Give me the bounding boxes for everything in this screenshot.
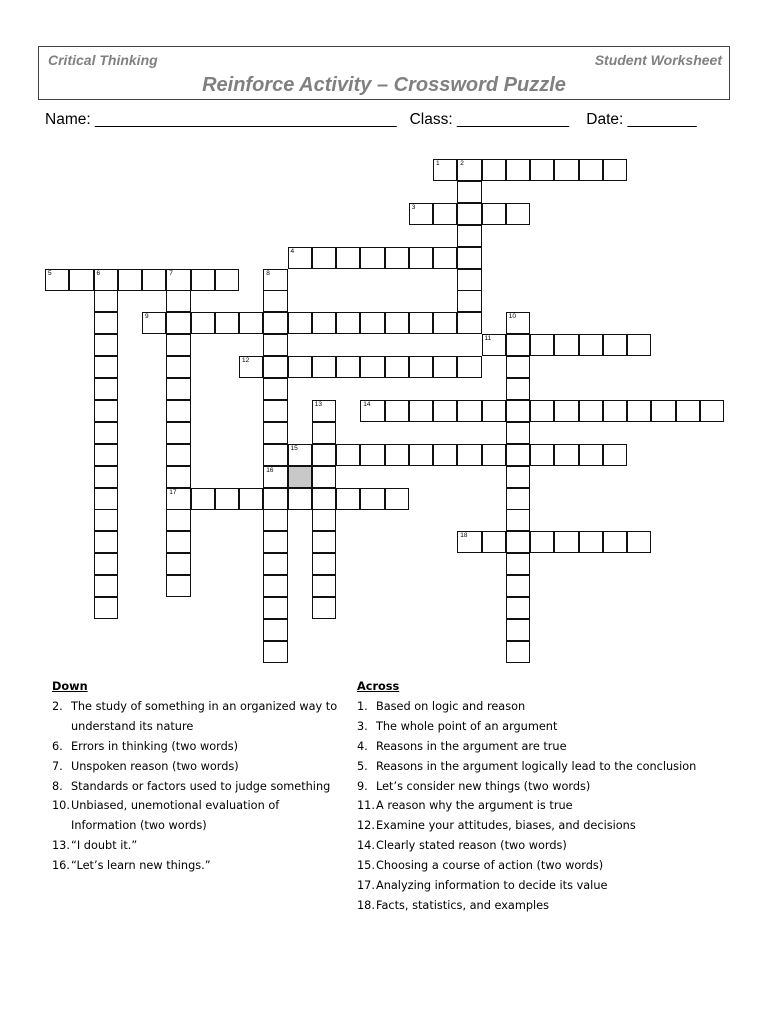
clue-item [357,856,727,876]
grid-cell[interactable] [627,334,651,356]
grid-cell[interactable] [312,247,336,269]
grid-cell[interactable] [166,488,190,510]
grid-cell[interactable] [263,378,287,400]
grid-cell[interactable] [191,488,215,510]
grid-cell[interactable] [94,356,118,378]
grid-cell[interactable] [506,312,530,334]
grid-cell[interactable] [312,575,336,597]
clue-number-label: 18. [357,898,375,912]
grid-cell[interactable] [409,400,433,422]
grid-cell[interactable] [360,444,384,466]
grid-cell[interactable] [263,553,287,575]
grid-cell[interactable] [482,444,506,466]
clue-item [52,856,342,876]
grid-cell[interactable] [457,225,481,247]
grid-cell[interactable] [263,509,287,531]
grid-cell[interactable] [506,575,530,597]
grid-cell[interactable] [409,247,433,269]
grid-cell[interactable] [94,597,118,619]
grid-cell[interactable] [94,444,118,466]
grid-cell[interactable] [166,269,190,291]
grid-cell[interactable] [94,312,118,334]
clue-item [357,737,727,757]
grid-cell[interactable] [385,400,409,422]
grid-cell[interactable] [263,619,287,641]
clue-number-label: 17. [357,879,375,893]
grid-cell[interactable] [263,312,287,334]
clue-number-label: 5. [357,759,368,773]
grid-cell[interactable] [166,531,190,553]
grid-cell[interactable] [651,400,675,422]
grid-cell[interactable] [433,400,457,422]
grid-cell[interactable] [506,509,530,531]
grid-cell[interactable] [506,159,530,181]
grid-cell[interactable] [263,334,287,356]
grid-cell[interactable] [627,400,651,422]
grid-cell[interactable] [288,247,312,269]
clue-item [357,796,727,816]
grid-cell[interactable] [263,466,287,488]
grid-cell[interactable] [457,159,481,181]
grid-cell[interactable] [457,269,481,291]
clue-number: 16 [266,466,274,474]
grid-cell[interactable] [506,356,530,378]
grid-cell[interactable] [627,531,651,553]
grid-cell[interactable] [263,531,287,553]
grid-cell[interactable] [385,488,409,510]
clue-number-label: 11. [357,799,375,813]
clue-number: 7 [169,269,173,277]
grid-cell[interactable] [191,312,215,334]
clue-item [52,796,342,836]
grid-cell[interactable] [312,312,336,334]
grid-cell[interactable] [506,378,530,400]
grid-cell[interactable] [457,312,481,334]
clue-text: Examine your attitudes, biases, and decisions [376,819,636,833]
grid-cell[interactable] [579,334,603,356]
grid-cell[interactable] [336,488,360,510]
clue-number-label: 1. [357,699,368,713]
grid-cell[interactable] [506,334,530,356]
grid-cell[interactable] [482,203,506,225]
grid-cell[interactable] [433,247,457,269]
clue-number: 2 [460,160,464,167]
grid-cell[interactable] [45,269,69,291]
grid-cell[interactable] [530,444,554,466]
grid-cell[interactable] [239,312,263,334]
grid-cell[interactable] [506,641,530,663]
clue-number: 15 [290,444,298,452]
grid-cell[interactable] [239,488,263,510]
grid-cell[interactable] [554,444,578,466]
grid-cell[interactable] [312,531,336,553]
clue-item [52,697,342,737]
clue-number-label: 7. [52,759,63,773]
clue-number: 5 [48,269,52,277]
clue-number: 12 [242,357,250,365]
grid-cell[interactable] [94,269,118,291]
clue-text: “Let’s learn new things.” [71,859,211,873]
clue-number-label: 15. [357,859,375,873]
grid-cell[interactable] [482,334,506,356]
grid-cell[interactable] [312,356,336,378]
clue-text: Reasons in the argument logically lead to the conclusion [376,759,697,773]
clue-item [357,717,727,737]
clue-number: 17 [169,488,177,496]
grid-cell[interactable] [94,290,118,312]
clue-number-label: 13. [52,839,70,853]
grid-cell[interactable] [603,334,627,356]
grid-cell[interactable] [166,400,190,422]
clue-text: Based on logic and reason [376,699,526,713]
grid-cell[interactable] [312,488,336,510]
grid-cell[interactable] [409,444,433,466]
grid-cell[interactable] [263,422,287,444]
grid-cell[interactable] [385,247,409,269]
name-class-date-line: Name: ___________________________________ Class: _____________ Date: ________ [45,111,697,128]
clue-number: 8 [266,269,270,277]
grid-cell[interactable] [142,269,166,291]
grid-cell[interactable] [263,356,287,378]
worksheet-type-label: Student Worksheet [594,52,722,68]
grid-cell[interactable] [506,619,530,641]
grid-cell[interactable] [360,488,384,510]
grid-cell[interactable] [215,269,239,291]
clue-number: 10 [508,313,516,321]
grid-cell[interactable] [433,312,457,334]
grid-cell[interactable] [142,312,166,334]
grid-cell[interactable] [457,203,481,225]
grid-cell[interactable] [94,466,118,488]
grid-cell[interactable] [166,290,190,312]
grid-cell[interactable] [94,488,118,510]
subject-label: Critical Thinking [48,52,158,68]
clue-text: Standards or factors used to judge something [71,779,331,793]
grid-cell[interactable] [482,159,506,181]
grid-cell[interactable] [94,378,118,400]
clue-item [357,777,727,797]
grid-cell[interactable] [506,422,530,444]
grid-cell[interactable] [506,400,530,422]
grid-cell[interactable] [530,159,554,181]
grid-cell[interactable] [166,356,190,378]
clue-number: 11 [484,335,492,343]
clue-number-label: 10. [52,799,70,813]
grid-cell[interactable] [433,444,457,466]
clue-item [52,737,342,757]
grid-cell[interactable] [506,597,530,619]
grid-cell[interactable] [263,444,287,466]
grid-cell[interactable] [312,422,336,444]
grid-cell[interactable] [506,553,530,575]
grid-cell[interactable] [433,356,457,378]
down-heading: Down [52,680,88,693]
grid-cell[interactable] [482,531,506,553]
grid-cell[interactable] [579,531,603,553]
clue-text: “I doubt it.” [71,839,138,853]
grid-cell[interactable] [457,247,481,269]
clue-number-label: 8. [52,779,63,793]
grid-cell[interactable] [263,488,287,510]
clue-text: Reasons in the argument are true [376,739,567,753]
grid-cell[interactable] [603,444,627,466]
grid-cell[interactable] [94,553,118,575]
grid-cell[interactable] [385,356,409,378]
grid-cell[interactable] [94,400,118,422]
grid-cell[interactable] [166,334,190,356]
grid-cell[interactable] [263,597,287,619]
clue-item [357,757,727,777]
clue-text: Analyzing information to decide its value [376,879,608,893]
grid-cell[interactable] [506,203,530,225]
grid-cell[interactable] [360,356,384,378]
grid-cell[interactable] [579,400,603,422]
clue-number-label: 9. [357,779,368,793]
clue-number-label: 14. [357,839,375,853]
grid-cell[interactable] [554,531,578,553]
clue-text: Facts, statistics, and examples [376,898,549,912]
grid-cell[interactable] [166,509,190,531]
clue-text: The study of something in an organized way to understand its nature [71,699,338,733]
grid-cell[interactable] [603,400,627,422]
page-title: Reinforce Activity – Crossword Puzzle [202,74,566,96]
grid-cell[interactable] [700,400,724,422]
grid-cell[interactable] [94,334,118,356]
grid-cell[interactable] [530,334,554,356]
grid-cell[interactable] [118,269,142,291]
grid-cell[interactable] [482,400,506,422]
grid-cell[interactable] [530,400,554,422]
clue-item [52,757,342,777]
grid-cell[interactable] [385,444,409,466]
grid-cell[interactable] [312,597,336,619]
grid-cell[interactable] [94,531,118,553]
grid-cell[interactable] [263,575,287,597]
grid-cell[interactable] [409,203,433,225]
grid-cell[interactable] [263,290,287,312]
clue-item [52,777,342,797]
clue-item [357,876,727,896]
grid-cell[interactable] [288,466,312,488]
grid-cell[interactable] [676,400,700,422]
clue-number: 1 [436,160,440,167]
grid-cell[interactable] [312,553,336,575]
grid-cell[interactable] [166,575,190,597]
grid-cell[interactable] [579,444,603,466]
grid-cell[interactable] [166,553,190,575]
grid-cell[interactable] [603,159,627,181]
grid-cell[interactable] [360,312,384,334]
grid-cell[interactable] [554,334,578,356]
clue-item [52,836,342,856]
clue-number-label: 2. [52,699,63,713]
clue-number: 18 [460,532,468,540]
across-heading: Across [357,680,400,693]
clue-number-label: 3. [357,719,368,733]
clue-item [357,896,727,916]
grid-cell[interactable] [288,488,312,510]
grid-cell[interactable] [530,531,554,553]
grid-cell[interactable] [263,400,287,422]
clue-number: 3 [411,203,416,211]
grid-cell[interactable] [288,444,312,466]
grid-cell[interactable] [336,247,360,269]
grid-cell[interactable] [336,444,360,466]
grid-cell[interactable] [360,247,384,269]
clue-number-label: 16. [52,859,70,873]
grid-cell[interactable] [457,444,481,466]
clue-text: A reason why the argument is true [376,799,573,813]
clue-text: Let’s consider new things (two words) [376,779,591,793]
grid-cell[interactable] [457,531,481,553]
grid-cell[interactable] [409,356,433,378]
grid-cell[interactable] [191,269,215,291]
grid-cell[interactable] [457,356,481,378]
grid-cell[interactable] [239,356,263,378]
grid-cell[interactable] [215,488,239,510]
clue-text: The whole point of an argument [376,719,558,733]
across-clues [357,677,727,916]
grid-cell[interactable] [288,356,312,378]
grid-cell[interactable] [312,509,336,531]
grid-cell[interactable] [166,444,190,466]
clue-text: Unbiased, unemotional evaluation of Information (two words) [71,799,280,833]
clue-number-label: 4. [357,739,368,753]
clue-number: 13 [314,400,322,408]
grid-cell[interactable] [69,269,93,291]
grid-cell[interactable] [457,181,481,203]
grid-cell[interactable] [457,290,481,312]
grid-cell[interactable] [166,466,190,488]
grid-cell[interactable] [554,400,578,422]
clue-number-label: 12. [357,819,375,833]
clue-text: Choosing a course of action (two words) [376,859,604,873]
grid-cell[interactable] [457,400,481,422]
clue-text: Unspoken reason (two words) [71,759,239,773]
grid-cell[interactable] [94,422,118,444]
grid-cell[interactable] [506,488,530,510]
clue-number: 6 [96,269,101,277]
clue-number: 4 [290,247,295,255]
grid-cell[interactable] [94,509,118,531]
clue-text: Clearly stated reason (two words) [376,839,567,853]
grid-cell[interactable] [579,159,603,181]
grid-cell[interactable] [385,312,409,334]
grid-cell[interactable] [263,641,287,663]
grid-cell[interactable] [554,159,578,181]
grid-cell[interactable] [288,312,312,334]
grid-cell[interactable] [433,203,457,225]
grid-cell[interactable] [336,312,360,334]
grid-cell[interactable] [166,378,190,400]
down-clues [52,677,342,876]
clue-number: 9 [145,313,149,321]
grid-cell[interactable] [263,269,287,291]
clue-item [357,836,727,856]
grid-cell[interactable] [166,312,190,334]
grid-cell[interactable] [312,400,336,422]
clue-item [357,697,727,717]
grid-cell[interactable] [166,422,190,444]
grid-cell[interactable] [506,466,530,488]
grid-cell[interactable] [506,531,530,553]
grid-cell[interactable] [360,400,384,422]
grid-cell[interactable] [603,531,627,553]
grid-cell[interactable] [433,159,457,181]
grid-cell[interactable] [312,444,336,466]
clue-number: 14 [363,400,371,408]
clue-text: Errors in thinking (two words) [71,739,239,753]
grid-cell[interactable] [506,444,530,466]
grid-cell[interactable] [312,466,336,488]
grid-cell[interactable] [215,312,239,334]
grid-cell[interactable] [409,312,433,334]
clue-item [357,816,727,836]
clue-number-label: 6. [52,739,63,753]
grid-cell[interactable] [94,575,118,597]
grid-cell[interactable] [336,356,360,378]
